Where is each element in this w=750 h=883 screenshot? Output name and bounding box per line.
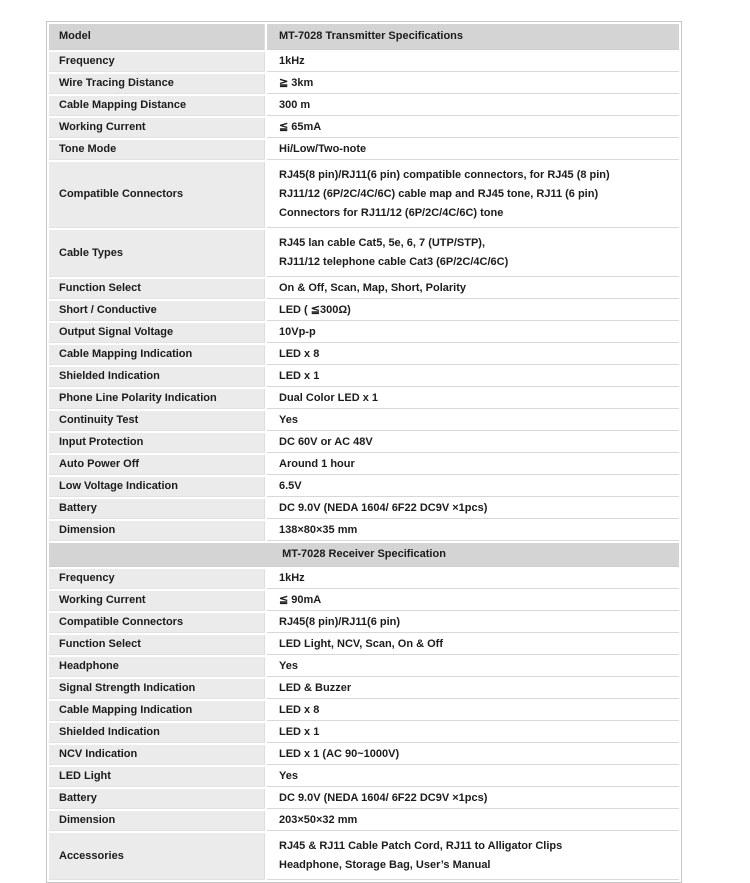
spec-value-line: Headphone, Storage Bag, User’s Manual xyxy=(279,859,491,871)
spec-value-line: Around 1 hour xyxy=(279,458,355,470)
spec-label-cell: Headphone xyxy=(49,657,265,677)
spec-row xyxy=(49,591,679,611)
spec-row xyxy=(49,389,679,409)
spec-row xyxy=(49,455,679,475)
spec-value-line: On & Off, Scan, Map, Short, Polarity xyxy=(279,282,467,294)
section-header-row xyxy=(49,24,679,50)
spec-value-line: 1kHz xyxy=(279,572,305,584)
spec-value-line: 1kHz xyxy=(279,55,305,67)
spec-row xyxy=(49,679,679,699)
spec-value-line: LED x 1 xyxy=(279,370,320,382)
spec-value-line: Dual Color LED x 1 xyxy=(279,392,379,404)
spec-value-line: LED x 1 xyxy=(279,726,320,738)
spec-value-cell xyxy=(267,455,679,475)
spec-label-cell: Cable Types xyxy=(49,230,265,277)
spec-value-cell xyxy=(267,477,679,497)
spec-value-cell xyxy=(267,230,679,277)
spec-row xyxy=(49,230,679,277)
spec-value-cell xyxy=(267,811,679,831)
spec-label-cell: Battery xyxy=(49,499,265,519)
spec-value-line: ≦ 65mA xyxy=(279,121,322,133)
spec-value-cell xyxy=(267,433,679,453)
spec-table xyxy=(46,21,682,883)
spec-value-line: RJ11/12 (6P/2C/4C/6C) cable map and RJ45 tone, RJ11 (6 pin) xyxy=(279,188,599,200)
spec-value-cell xyxy=(267,657,679,677)
section-header-row xyxy=(49,543,679,567)
spec-label-cell: Continuity Test xyxy=(49,411,265,431)
spec-value-line: LED x 8 xyxy=(279,704,320,716)
spec-value-cell xyxy=(267,323,679,343)
spec-value-line: ≦ 90mA xyxy=(279,594,322,606)
spec-row xyxy=(49,162,679,228)
spec-value-line: RJ45 & RJ11 Cable Patch Cord, RJ11 to Alligator Clips xyxy=(279,840,563,852)
spec-table-body xyxy=(49,24,679,880)
spec-value-line: RJ45 lan cable Cat5, 5e, 6, 7 (UTP/STP), xyxy=(279,237,486,249)
spec-value-cell xyxy=(267,521,679,541)
spec-label-cell: Working Current xyxy=(49,118,265,138)
spec-value-cell xyxy=(267,613,679,633)
spec-label-cell: Auto Power Off xyxy=(49,455,265,475)
spec-value-line: LED x 1 (AC 90~1000V) xyxy=(279,748,400,760)
spec-label-cell: Battery xyxy=(49,789,265,809)
spec-value-line: 138×80×35 mm xyxy=(279,524,358,536)
spec-row xyxy=(49,301,679,321)
spec-row xyxy=(49,367,679,387)
spec-row xyxy=(49,811,679,831)
spec-row xyxy=(49,279,679,299)
spec-value-line: 300 m xyxy=(279,99,311,111)
spec-label-cell: Accessories xyxy=(49,833,265,880)
spec-row xyxy=(49,767,679,787)
spec-value-cell xyxy=(267,96,679,116)
spec-value-cell xyxy=(267,723,679,743)
spec-value-line: 10Vp-p xyxy=(279,326,316,338)
spec-label-cell: Compatible Connectors xyxy=(49,162,265,228)
spec-label-cell: Phone Line Polarity Indication xyxy=(49,389,265,409)
spec-label-cell: Frequency xyxy=(49,52,265,72)
spec-label-cell: Shielded Indication xyxy=(49,723,265,743)
spec-label-cell: Cable Mapping Indication xyxy=(49,345,265,365)
spec-value-cell xyxy=(267,118,679,138)
spec-value-cell xyxy=(267,367,679,387)
spec-row xyxy=(49,499,679,519)
spec-label-cell: Frequency xyxy=(49,569,265,589)
spec-value-line: DC 9.0V (NEDA 1604/ 6F22 DC9V ×1pcs) xyxy=(279,502,488,514)
spec-row xyxy=(49,789,679,809)
spec-value-cell xyxy=(267,569,679,589)
spec-label-cell: LED Light xyxy=(49,767,265,787)
spec-row xyxy=(49,118,679,138)
spec-value-cell xyxy=(267,162,679,228)
spec-value-cell xyxy=(267,679,679,699)
spec-value-cell xyxy=(267,389,679,409)
spec-value-cell xyxy=(267,745,679,765)
spec-label-cell: Input Protection xyxy=(49,433,265,453)
spec-label-cell: Signal Strength Indication xyxy=(49,679,265,699)
spec-value-cell xyxy=(267,411,679,431)
spec-row xyxy=(49,477,679,497)
spec-label-cell: Wire Tracing Distance xyxy=(49,74,265,94)
spec-row xyxy=(49,657,679,677)
spec-value-cell xyxy=(267,345,679,365)
spec-row xyxy=(49,345,679,365)
spec-value-cell xyxy=(267,767,679,787)
spec-value-line: Yes xyxy=(279,660,298,672)
spec-row xyxy=(49,74,679,94)
spec-label-cell: Tone Mode xyxy=(49,140,265,160)
spec-row xyxy=(49,613,679,633)
spec-value-cell xyxy=(267,789,679,809)
spec-value-cell xyxy=(267,301,679,321)
spec-label-cell: Shielded Indication xyxy=(49,367,265,387)
spec-label-cell: Function Select xyxy=(49,635,265,655)
spec-row xyxy=(49,569,679,589)
spec-row xyxy=(49,521,679,541)
spec-value-line: LED ( ≦300Ω) xyxy=(279,304,351,316)
spec-value-line: ≧ 3km xyxy=(279,77,314,89)
spec-value-line: DC 9.0V (NEDA 1604/ 6F22 DC9V ×1pcs) xyxy=(279,792,488,804)
spec-label-cell: Dimension xyxy=(49,811,265,831)
spec-label-cell: NCV Indication xyxy=(49,745,265,765)
spec-value-line: LED Light, NCV, Scan, On & Off xyxy=(279,638,443,650)
spec-value-cell xyxy=(267,74,679,94)
spec-value-cell xyxy=(267,52,679,72)
spec-row xyxy=(49,833,679,880)
spec-value-line: LED x 8 xyxy=(279,348,320,360)
spec-value-line: Yes xyxy=(279,414,298,426)
spec-label-cell: Short / Conductive xyxy=(49,301,265,321)
spec-row xyxy=(49,745,679,765)
spec-value-line: 6.5V xyxy=(279,480,302,492)
spec-row xyxy=(49,52,679,72)
spec-value-line: RJ11/12 telephone cable Cat3 (6P/2C/4C/6C) xyxy=(279,256,509,268)
spec-value-cell xyxy=(267,140,679,160)
spec-label-cell: Output Signal Voltage xyxy=(49,323,265,343)
spec-value-line: DC 60V or AC 48V xyxy=(279,436,373,448)
spec-row xyxy=(49,433,679,453)
spec-label-cell: Cable Mapping Distance xyxy=(49,96,265,116)
spec-value-line: RJ45(8 pin)/RJ11(6 pin) compatible connectors, for RJ45 (8 pin) xyxy=(279,169,610,181)
spec-value-cell xyxy=(267,833,679,880)
spec-label-cell: Function Select xyxy=(49,279,265,299)
spec-label-cell: Working Current xyxy=(49,591,265,611)
spec-label-cell: Compatible Connectors xyxy=(49,613,265,633)
spec-row xyxy=(49,323,679,343)
spec-row xyxy=(49,635,679,655)
spec-row xyxy=(49,140,679,160)
spec-row xyxy=(49,723,679,743)
spec-value-cell xyxy=(267,279,679,299)
spec-value-line: Yes xyxy=(279,770,298,782)
spec-label-cell: Cable Mapping Indication xyxy=(49,701,265,721)
spec-row xyxy=(49,96,679,116)
spec-label-cell: Low Voltage Indication xyxy=(49,477,265,497)
section-header-title: MT-7028 Receiver Specification xyxy=(49,543,679,567)
spec-value-line: RJ45(8 pin)/RJ11(6 pin) xyxy=(279,616,401,628)
spec-value-cell xyxy=(267,635,679,655)
spec-value-line: 203×50×32 mm xyxy=(279,814,358,826)
spec-row xyxy=(49,411,679,431)
section-header-value: MT-7028 Transmitter Specifications xyxy=(267,24,679,50)
section-header-label: Model xyxy=(49,24,265,50)
spec-value-cell xyxy=(267,701,679,721)
spec-label-cell: Dimension xyxy=(49,521,265,541)
spec-row xyxy=(49,701,679,721)
spec-value-cell xyxy=(267,499,679,519)
spec-value-line: LED & Buzzer xyxy=(279,682,352,694)
spec-value-line: Connectors for RJ11/12 (6P/2C/4C/6C) tone xyxy=(279,207,504,219)
spec-value-line: Hi/Low/Two-note xyxy=(279,143,367,155)
spec-value-cell xyxy=(267,591,679,611)
